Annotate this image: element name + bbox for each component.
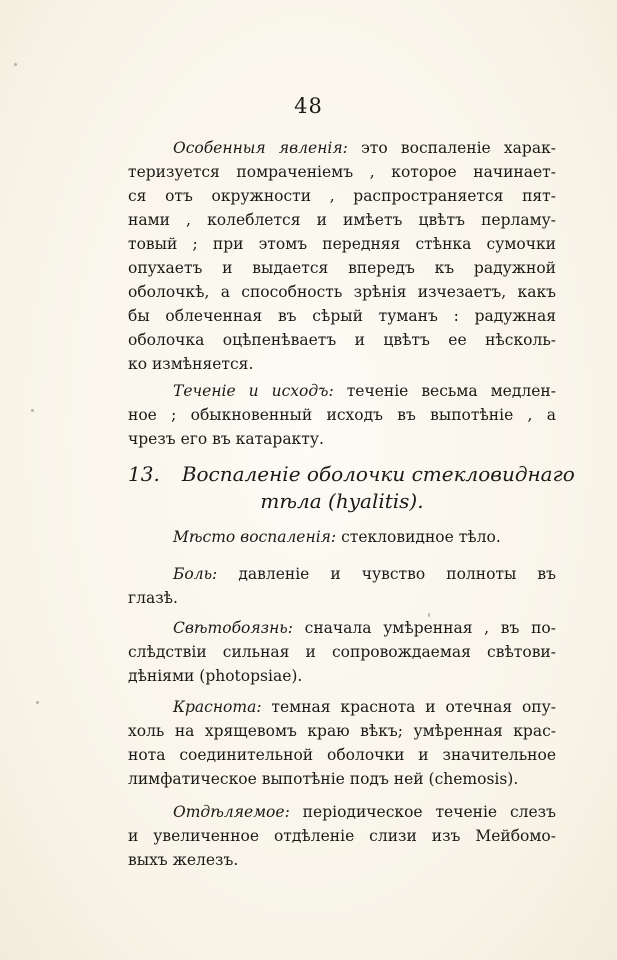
text-line	[128, 616, 556, 640]
text-line: теризуется помраченіемъ , которое начинает-	[128, 163, 556, 181]
section-heading-line2	[128, 488, 556, 515]
text-line: дѣніями (photopsiae).	[128, 667, 303, 685]
text-line: чрезъ его въ катаракту.	[128, 430, 324, 448]
term-label: Теченіе и исходъ:	[173, 382, 334, 400]
text-line: выхъ железъ.	[128, 851, 239, 869]
text-line: слѣдствіи сильная и сопровождаемая свѣтови-	[128, 643, 556, 661]
line-text: это воспаленіе харак-	[347, 139, 556, 157]
text-line	[128, 525, 556, 549]
line-text: сначала умѣренная , въ по-	[292, 619, 556, 637]
text-line: опухаетъ и выдается впередъ къ радужной	[128, 259, 556, 277]
text-line	[128, 800, 556, 824]
text-line: оболочка оцѣпенѣваетъ и цвѣтъ ее нѣсколь-	[128, 331, 556, 349]
text-line: нами , колеблется и имѣетъ цвѣтъ перламу-	[128, 211, 556, 229]
text-line: ко измѣняется.	[128, 355, 254, 373]
paragraph-symptoms	[128, 136, 556, 376]
page-number: 48	[294, 94, 323, 118]
term-label: Свѣтобоязнь:	[173, 619, 293, 637]
text-line	[128, 562, 556, 586]
text-line: товый ; при этомъ передняя стѣнка сумочки	[128, 235, 556, 253]
line-text: періодическое теченіе слезъ	[289, 803, 556, 821]
text-line: бы облеченная въ сѣрый туманъ : радужная	[128, 307, 556, 325]
paragraph-location	[128, 525, 556, 549]
paper-speck	[14, 63, 17, 66]
line-text: стекловидное тѣло.	[336, 528, 501, 546]
text-line: ся отъ окружности , распространяется пят-	[128, 187, 556, 205]
paragraph-pain	[128, 562, 556, 610]
line-text: давленіе и чувство полноты въ	[217, 565, 556, 583]
text-line	[128, 136, 556, 160]
text-line	[128, 379, 556, 403]
text-line: нота соединительной оболочки и значительное	[128, 746, 556, 764]
section-number: 13.	[128, 462, 160, 486]
text-line: холь на хрящевомъ краю вѣкъ; умѣренная крас-	[128, 722, 556, 740]
text-line: ное ; обыкновенный исходъ въ выпотѣніе , а	[128, 406, 556, 424]
paragraph-discharge	[128, 800, 556, 872]
paragraph-redness	[128, 695, 556, 791]
line-text: теченіе весьма медлен-	[333, 382, 556, 400]
paragraph-photophobia	[128, 616, 556, 688]
text-line: оболочкѣ, а способность зрѣнія изчезаетъ, какъ	[128, 283, 556, 301]
section-heading	[128, 461, 575, 488]
text-line: глазѣ.	[128, 589, 178, 607]
term-label: Краснота:	[173, 698, 262, 716]
text-line: и увеличенное отдѣленіе слизи изъ Мейбомо-	[128, 827, 556, 845]
text-line	[128, 695, 556, 719]
paragraph-course	[128, 379, 556, 451]
term-label: Отдѣляемое:	[173, 803, 290, 821]
term-label: Особенныя явленія:	[173, 139, 348, 157]
section-title-line1: Воспаленіе оболочки стекловиднаго	[181, 462, 575, 486]
line-text: темная краснота и отечная опу-	[261, 698, 556, 716]
term-label: Боль:	[173, 565, 218, 583]
text-line: лимфатическое выпотѣніе подъ ней (chemosis).	[128, 770, 519, 788]
term-label: Мѣсто воспаленія:	[173, 528, 337, 546]
paper-speck	[36, 701, 39, 704]
paper-speck	[31, 409, 34, 412]
section-title-line2: тѣла (hyalitis).	[260, 489, 424, 513]
